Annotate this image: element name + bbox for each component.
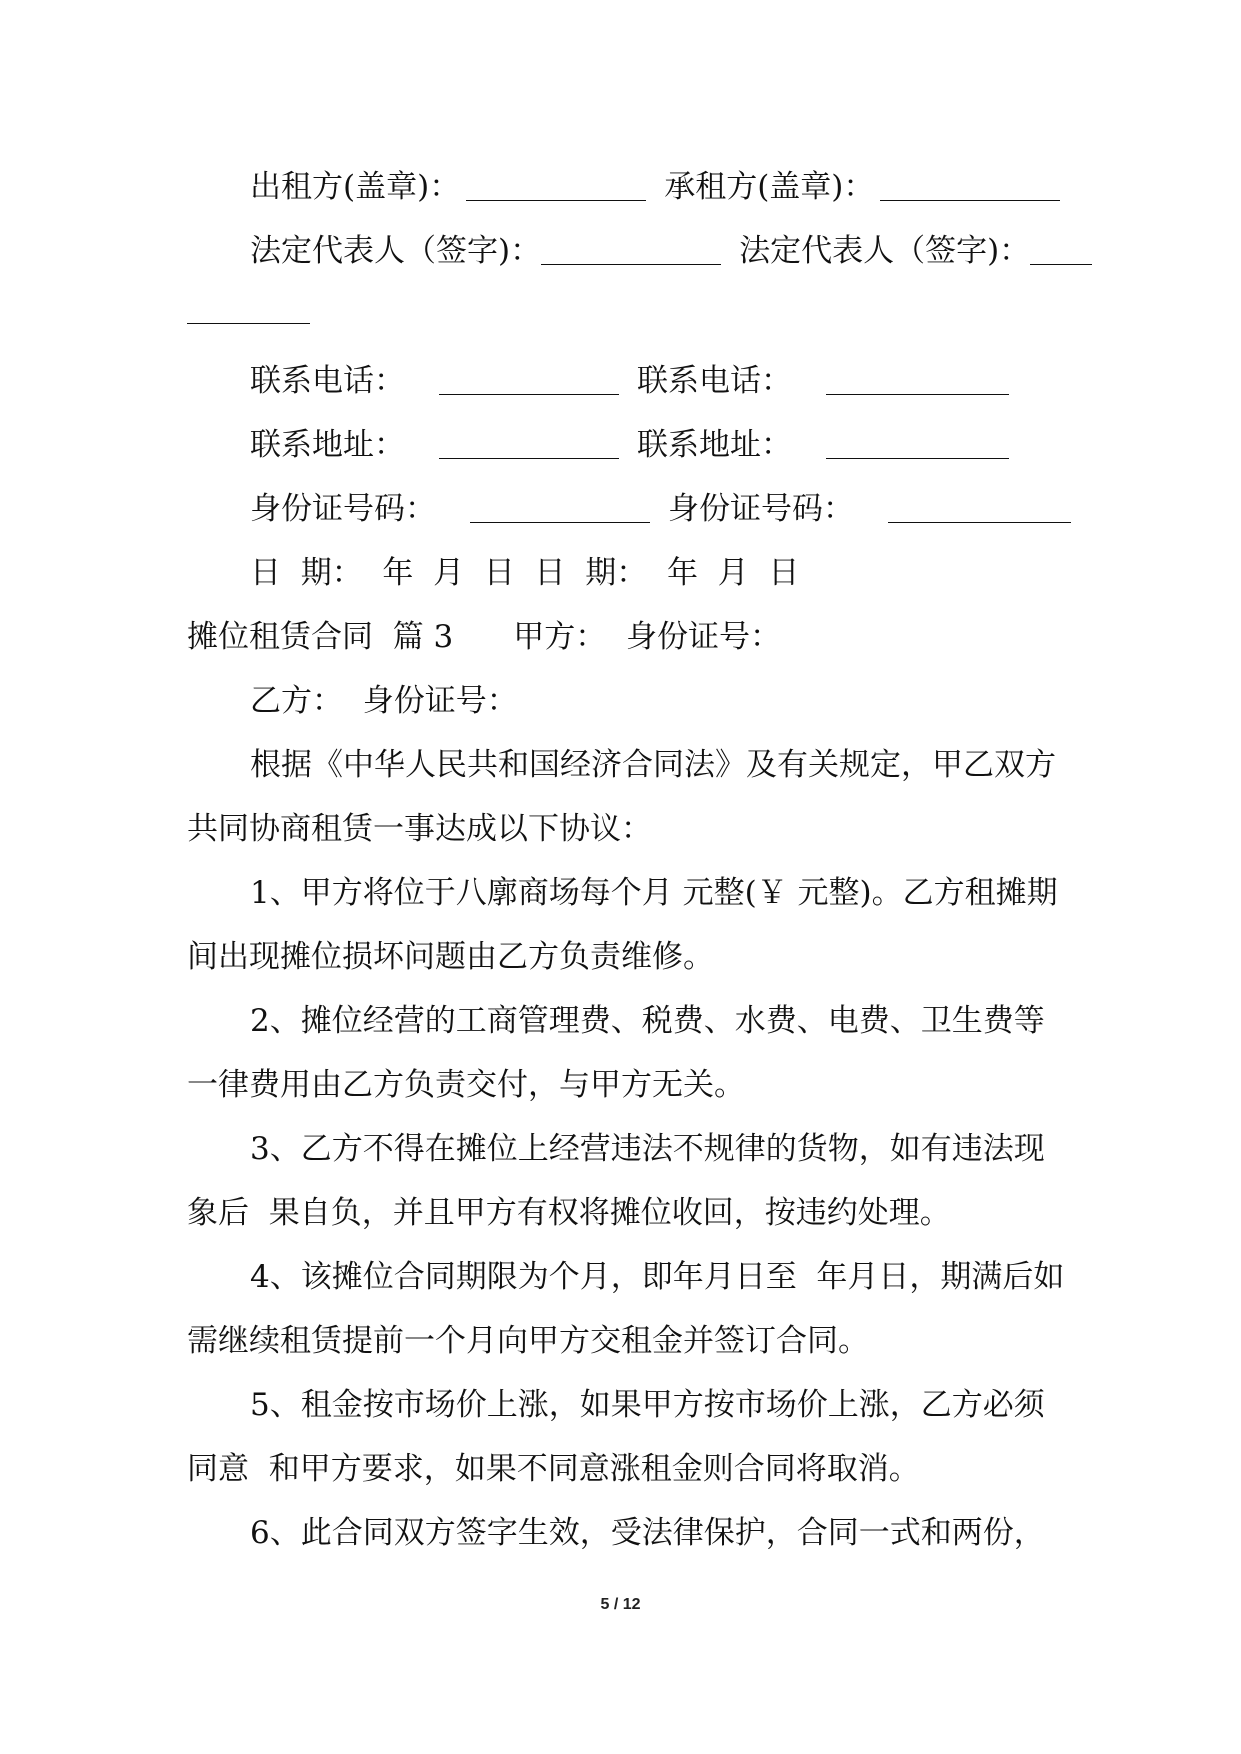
legal-rep-right-blank	[1030, 234, 1092, 265]
clause-1-continued: 间出现摊位损坏问题由乙方负责维修。	[187, 939, 714, 975]
section-heading: 摊位租赁合同 篇 3	[187, 619, 454, 655]
clause-2-continued: 一律费用由乙方负责交付，与甲方无关。	[187, 1067, 745, 1103]
phone-right-label: 联系电话：	[637, 363, 792, 399]
phone-left-label: 联系电话：	[250, 363, 405, 399]
body-paragraph: 共同协商租赁一事达成以下协议：	[187, 811, 652, 847]
legal-rep-right-label: 法定代表人（签字)：	[739, 233, 1031, 269]
seal-line	[250, 167, 1241, 207]
clause-4-continued: 需继续租赁提前一个月向甲方交租金并签订合同。	[187, 1323, 869, 1359]
lessor-seal-label: 出租方(盖章)：	[250, 169, 461, 205]
id-right-label: 身份证号码：	[668, 491, 854, 527]
address-right-label: 联系地址：	[637, 427, 792, 463]
legal-rep-left-label: 法定代表人（签字)：	[250, 233, 542, 269]
id-left-blank	[470, 492, 650, 523]
phone-line	[250, 361, 1241, 401]
legal-rep-continuation	[187, 290, 1241, 330]
legal-rep-line	[250, 231, 1241, 271]
id-left-label: 身份证号码：	[250, 491, 436, 527]
clause-5: 5、租金按市场价上涨，如果甲方按市场价上涨，乙方必须	[250, 1387, 1045, 1423]
id-right-blank	[888, 492, 1071, 523]
address-left-label: 联系地址：	[250, 427, 405, 463]
clause-5-continued: 同意 和甲方要求，如果不同意涨租金则合同将取消。	[187, 1451, 920, 1487]
legal-rep-right-blank-continued	[187, 293, 310, 324]
address-left-blank	[439, 428, 619, 459]
page-number: 5 / 12	[600, 1596, 641, 1613]
phone-left-blank	[439, 364, 619, 395]
body-paragraph: 根据《中华人民共和国经济合同法》及有关规定，甲乙双方	[250, 747, 1056, 783]
address-line	[250, 425, 1241, 465]
date-line: 日 期： 年 月 日 日 期： 年 月 日	[250, 555, 800, 591]
party-a-label: 甲方： 身份证号：	[513, 619, 782, 655]
clause-3-continued: 象后 果自负，并且甲方有权将摊位收回，按违约处理。	[187, 1195, 951, 1231]
id-number-line	[250, 489, 1241, 529]
clause-3: 3、乙方不得在摊位上经营违法不规律的货物，如有违法现	[250, 1131, 1045, 1167]
address-right-blank	[826, 428, 1009, 459]
legal-rep-left-blank	[541, 234, 721, 265]
party-b-line: 乙方： 身份证号：	[250, 683, 518, 719]
lessee-seal-blank	[880, 170, 1060, 201]
phone-right-blank	[826, 364, 1009, 395]
clause-4: 4、该摊位合同期限为个月，即年月日至 年月日，期满后如	[250, 1259, 1065, 1295]
clause-2: 2、摊位经营的工商管理费、税费、水费、电费、卫生费等	[250, 1003, 1045, 1039]
section-heading-line	[187, 617, 1241, 657]
clause-1: 1、甲方将位于八廓商场每个月 元整(￥ 元整)。乙方租摊期	[250, 875, 1058, 911]
clause-6: 6、此合同双方签字生效，受法律保护，合同一式和两份，	[250, 1515, 1045, 1551]
lessor-seal-blank	[466, 170, 646, 201]
lessee-seal-label: 承租方(盖章)：	[664, 169, 875, 205]
